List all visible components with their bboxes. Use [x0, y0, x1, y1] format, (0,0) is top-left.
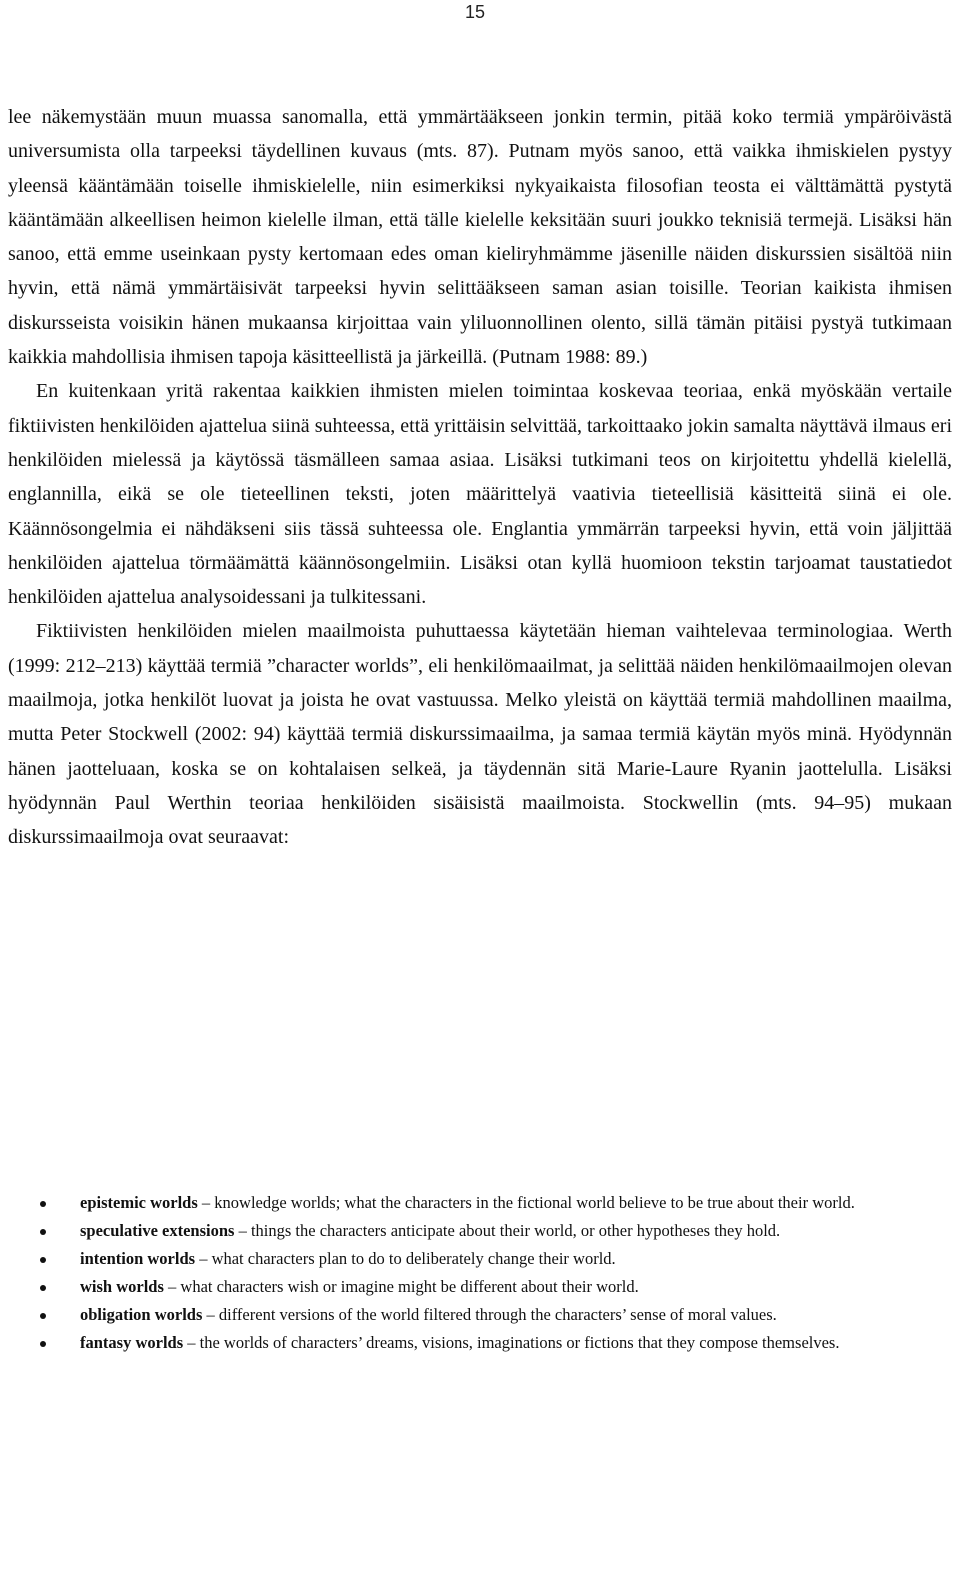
- list-item: [0, 1274, 950, 1299]
- paragraph-2: En kuitenkaan yritä rakentaa kaikkien ihmisten mielen toimintaa koskevaa teoriaa, enkä myöskään vertaile fiktiivisten henkilöiden ajattelua siinä suhteessa, että yrittäisin selvittää, tarkoittaako jokin samalta näyttävä ilmaus eri henkilöiden mielessä ja käytössä täsmälleen samaa asiaa. Lisäksi tutkimani teos on kirjoitettu yhdellä kielellä, englannilla, eikä se ole tieteellinen teksti, joten määrittelyä vaativia tieteellisiä käsitteitä siinä ei ole. Käännösongelmia ei nähdäkseni siis tässä suhteessa ole. Englantia ymmärrän tarpeeksi hyvin, että voin jäljittää henkilöiden ajattelua törmäämättä käännösongelmiin. Lisäksi otan kyllä huomioon tekstin tarjoamat taustatiedot henkilöiden ajattelua analysoidessani ja tulkitessani.: [8, 380, 952, 609]
- list-item-term: speculative extensions: [80, 1221, 235, 1240]
- bullet-icon: [40, 1341, 46, 1347]
- list-item-description: – knowledge worlds; what the characters in the fictional world believe to be true about their world.: [197, 1193, 855, 1212]
- list-item: [0, 1302, 950, 1327]
- list-item: [0, 1190, 950, 1215]
- list-item-term: intention worlds: [80, 1249, 196, 1268]
- bullet-icon: [40, 1313, 46, 1319]
- paragraph-3: Fiktiivisten henkilöiden mielen maailmoista puhuttaessa käytetään hieman vaihtelevaa terminologiaa. Werth (1999: 212–213) käyttää termiä ”character worlds”, eli henkilömaailmat, ja selittää näiden henkilömaailmojen olevan maailmoja, jotka henkilöt luovat ja joista he ovat vastuussa. Melko yleistä on käyttää termiä mahdollinen maailma, mutta Peter Stockwell (2002: 94) käyttää termiä diskurssimaailma, ja samaa termiä käytän myös minä. Hyödynnän hänen jaotteluaan, koska se on kohtalaisen selkeä, ja täydennän sitä Marie-Laure Ryanin jaottelulla. Lisäksi hyödynnän Paul Werthin teoriaa henkilöiden sisäisistä maailmoista. Stockwellin (mts. 94–95) mukaan diskurssimaailmoja ovat seuraavat:: [8, 620, 952, 849]
- list-item-description: – the worlds of characters’ dreams, visions, imaginations or fictions that they compose themselves.: [183, 1333, 840, 1352]
- list-item: [0, 1330, 950, 1355]
- list-item-term: epistemic worlds: [80, 1193, 198, 1212]
- bullet-icon: [40, 1257, 46, 1263]
- list-item: [0, 1246, 950, 1271]
- bullet-icon: [40, 1285, 46, 1291]
- list-item-term: obligation worlds: [80, 1305, 203, 1324]
- list-item-term: fantasy worlds: [80, 1333, 184, 1352]
- page-number: 15: [464, 2, 486, 22]
- bullet-icon: [40, 1229, 46, 1235]
- discourse-worlds-list: [0, 1190, 950, 1358]
- list-item-description: – what characters plan to do to deliberately change their world.: [195, 1249, 616, 1268]
- body-text: [8, 100, 952, 855]
- list-item-description: – different versions of the world filtered through the characters’ sense of moral values.: [202, 1305, 777, 1324]
- list-item-description: – things the characters anticipate about their world, or other hypotheses they hold.: [234, 1221, 781, 1240]
- list-item-description: – what characters wish or imagine might be different about their world.: [163, 1277, 639, 1296]
- paragraph-1: lee näkemystään muun muassa sanomalla, että ymmärtääkseen jonkin termin, pitää koko termiä ympäröivästä universumista olla tarpeeksi täydellinen kuvaus (mts. 87). Putnam myös sanoo, että vaikka ihmiskielen pystyy yleensä kääntämään toiselle ihmiskielelle, niin esimerkiksi nykyaikaista filosofian teosta ei välttämättä pystytä kääntämään alkeellisen heimon kielelle ilman, että tälle kielelle keksitään suuri joukko teknisiä termejä. Lisäksi hän sanoo, että emme useinkaan pysty kertomaan edes oman kieliryhmämme jäsenille näiden diskurssien sisältöä niin hyvin, että nämä ymmärtäisivät tarpeeksi hyvin selittääkseen saman asian toisille. Teorian kaikista ihmisen diskursseista voisikin hänen mukaansa kirjoittaa vain yliluonnollinen olento, sillä tämän pitäisi pystyä tutkimaan kaikkia mahdollisia ihmisen tapoja käsitteellistä ja järkeillä. (Putnam 1988: 89.): [8, 106, 952, 369]
- list-item: [0, 1218, 950, 1243]
- list-item-term: wish worlds: [80, 1277, 164, 1296]
- bullet-icon: [40, 1201, 46, 1207]
